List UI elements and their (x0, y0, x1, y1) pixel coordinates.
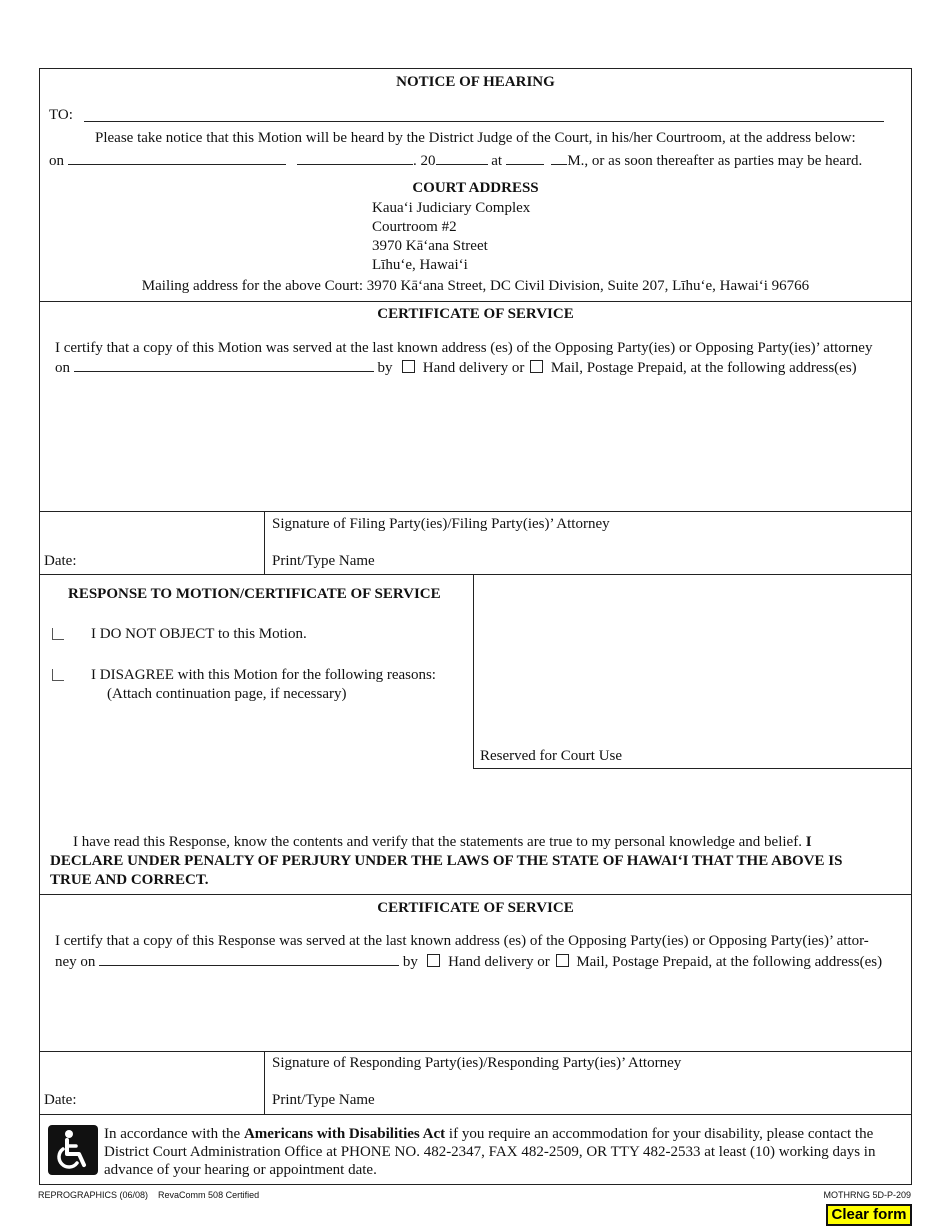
hearing-ampm-field[interactable] (551, 151, 567, 165)
on-label: on (49, 153, 64, 169)
sig2-print-label: Print/Type Name (272, 1092, 375, 1108)
ada-notice (104, 1125, 914, 1179)
no-object-checkbox[interactable] (52, 628, 64, 640)
declaration-text: I have read this Response, know the contents and verify that the statements are true to my personal knowledge and belief. (73, 834, 802, 850)
hearing-time-field[interactable] (506, 151, 544, 165)
footer-reprographics: REPROGRAPHICS (06/08) (38, 1190, 149, 1200)
divider-sig1-vertical (264, 511, 265, 574)
divider-sig2 (39, 1114, 912, 1115)
cert2-service-line (55, 952, 882, 971)
notice-text: Please take notice that this Motion will be heard by the District Judge of the Court, in his/her Courtroom, at the address below: (95, 130, 856, 146)
frame-top (39, 68, 912, 69)
hearing-date-line (49, 151, 862, 170)
disagree-reasons-field[interactable] (50, 706, 465, 826)
cert1-mail-checkbox[interactable] (530, 360, 543, 373)
divider-sig2-vertical (264, 1051, 265, 1114)
cert2-hand-delivery-label: Hand delivery or (448, 954, 550, 970)
divider-notice (39, 301, 912, 302)
ada-line1 (104, 1126, 873, 1142)
divider-reserved-bottom (473, 768, 912, 769)
cert2-by-label: by (402, 954, 418, 970)
year-text: . 20 (413, 153, 436, 169)
cert1-on-label: on (55, 360, 70, 376)
declaration-bold-line3: TRUE AND CORRECT. (50, 872, 209, 888)
footer-form-code: MOTHRNG 5D-P-209 (823, 1190, 911, 1200)
sig1-signature-label: Signature of Filing Party(ies)/Filing Party(ies)’ Attorney (272, 516, 610, 532)
clear-form-button[interactable]: Clear form (826, 1204, 912, 1226)
wheelchair-icon (48, 1125, 98, 1175)
disagree-label: I DISAGREE with this Motion for the following reasons: (91, 667, 436, 683)
cert2-date-field[interactable] (99, 952, 399, 966)
ada-line3: advance of your hearing or appointment date. (104, 1162, 377, 1178)
sig2-date-label: Date: (44, 1092, 77, 1108)
divider-cert1 (39, 511, 912, 512)
cert2-hand-delivery-checkbox[interactable] (427, 954, 440, 967)
ada-line2: District Court Administration Office at PHONE NO. 482-2347, FAX 482-2509, OR TTY 482-2533 at least (10) working days in (104, 1144, 876, 1160)
frame-left (39, 68, 40, 1185)
hearing-year-field[interactable] (436, 151, 488, 165)
cert2-heading: CERTIFICATE OF SERVICE (377, 900, 574, 916)
cert1-hand-delivery-checkbox[interactable] (402, 360, 415, 373)
footer-revacomm: RevaComm 508 Certified (158, 1190, 260, 1200)
cert1-heading: CERTIFICATE OF SERVICE (377, 306, 574, 322)
sig1-date-label: Date: (44, 553, 77, 569)
ada-text-after: if you require an accommodation for your disability, please contact the (448, 1126, 874, 1142)
to-field[interactable] (84, 121, 884, 122)
court-address-line-4: Līhu‘e, Hawai‘i (372, 257, 468, 273)
sig1-print-label: Print/Type Name (272, 553, 375, 569)
divider-response (39, 894, 912, 895)
divider-cert2 (39, 1051, 912, 1052)
cert1-text: I certify that a copy of this Motion was served at the last known address (es) of the Opposing Party(ies) or Opposing Party(ies)’ attorney (55, 340, 873, 356)
notice-title: NOTICE OF HEARING (396, 74, 555, 90)
cert2-ney-on-label: ney on (55, 954, 96, 970)
court-address-heading: COURT ADDRESS (412, 180, 539, 196)
cert2-text: I certify that a copy of this Response was served at the last known address (es) of the Opposing Party(ies) or Opposing Party(ies)’ attor- (55, 933, 869, 949)
disagree-checkbox[interactable] (52, 669, 64, 681)
divider-reserved-vertical (473, 574, 474, 769)
hearing-month-field[interactable] (297, 151, 413, 165)
ada-text-before: In accordance with the (104, 1126, 241, 1142)
court-address-line-3: 3970 Kā‘ana Street (372, 238, 488, 254)
cert1-date-field[interactable] (74, 358, 374, 372)
reserved-label: Reserved for Court Use (480, 748, 623, 764)
cert2-address-field[interactable] (50, 975, 900, 1045)
footer-left (38, 1190, 259, 1200)
sig2-signature-label: Signature of Responding Party(ies)/Responding Party(ies)’ Attorney (272, 1055, 682, 1071)
mailing-address: Mailing address for the above Court: 3970 Kā‘ana Street, DC Civil Division, Suite 207, Līhu‘e, Hawai‘i 96766 (141, 278, 810, 294)
divider-sig1 (39, 574, 912, 575)
declaration-bold-start: I (805, 834, 812, 850)
m-text: M., or as soon thereafter as parties may be heard. (567, 153, 863, 169)
court-address-line-2: Courtroom #2 (372, 219, 457, 235)
cert2-mail-checkbox[interactable] (556, 954, 569, 967)
no-object-label: I DO NOT OBJECT to this Motion. (91, 626, 307, 642)
response-heading: RESPONSE TO MOTION/CERTIFICATE OF SERVICE (68, 586, 441, 602)
to-label: TO: (49, 107, 73, 123)
ada-text-bold: Americans with Disabilities Act (243, 1126, 446, 1142)
cert1-address-field[interactable] (50, 380, 900, 505)
cert1-hand-delivery-label: Hand delivery or (422, 360, 525, 376)
attach-note: (Attach continuation page, if necessary) (107, 686, 347, 702)
at-label: at (491, 153, 503, 169)
frame-right (911, 68, 912, 1185)
declaration (50, 833, 905, 890)
declaration-bold-line2: DECLARE UNDER PENALTY OF PERJURY UNDER THE LAWS OF THE STATE OF HAWAI‘I THAT THE ABOVE IS (50, 853, 843, 869)
cert1-by-label: by (377, 360, 393, 376)
court-address-line-1: Kaua‘i Judiciary Complex (372, 200, 531, 216)
cert1-mail-label: Mail, Postage Prepaid, at the following address(es) (550, 360, 857, 376)
cert2-mail-label: Mail, Postage Prepaid, at the following address(es) (576, 954, 883, 970)
hearing-day-field[interactable] (68, 151, 286, 165)
frame-bottom (39, 1184, 912, 1185)
cert1-service-line (55, 358, 857, 377)
